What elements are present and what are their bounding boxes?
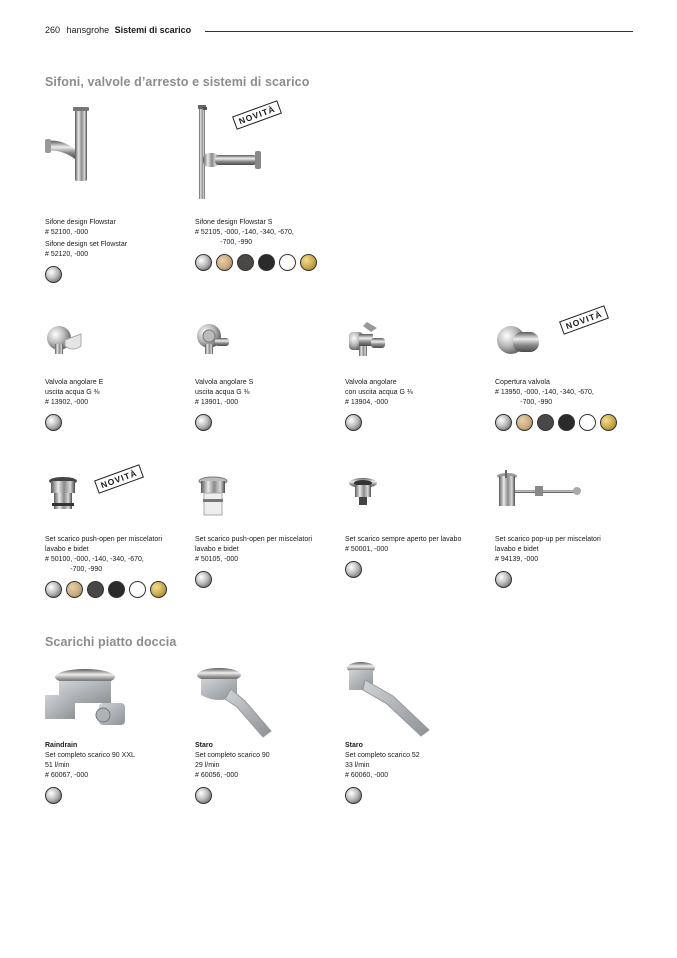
finish-swatch-chrome [195, 571, 212, 588]
page-number: 260 [45, 25, 61, 35]
product-image [345, 475, 381, 516]
brand-name: hansgrohe [66, 25, 110, 35]
finish-swatch-chrome [495, 414, 512, 431]
product-line: # 52105, -000, -140, -340, -670, [195, 229, 294, 236]
finish-swatch-brushed-black-chrome [537, 414, 554, 431]
product-name: Staro [345, 742, 363, 749]
finish-swatch-chrome [195, 787, 212, 804]
product-description [45, 378, 103, 408]
product-line: Sifone design Flowstar [45, 219, 116, 226]
product-line: Valvola angolare [345, 379, 397, 386]
product-description [195, 218, 294, 248]
product-line: # 60060, -000 [345, 772, 389, 779]
finish-swatch-matt-black [558, 414, 575, 431]
new-badge: NOVITÀ [94, 464, 144, 494]
product-line: Set completo scarico 52 [345, 752, 420, 759]
product-line: # 60056, -000 [195, 772, 239, 779]
product-image [495, 470, 587, 521]
product-line: Sifone design set Flowstar [45, 241, 128, 248]
finish-swatches [45, 266, 62, 283]
product-name: Staro [195, 742, 213, 749]
product-line: Set scarico sempre aperto per lavabo [345, 536, 462, 543]
product-line: -700, -990 [195, 239, 253, 246]
product-line: Set completo scarico 90 [195, 752, 270, 759]
product-line: lavabo e bidet [195, 546, 239, 553]
product-line: # 50001, -000 [345, 546, 389, 553]
finish-swatch-brushed-gold [300, 254, 317, 271]
finish-swatch-chrome [45, 414, 62, 431]
product-line: Set scarico push-open per miscelatori [195, 536, 313, 543]
finish-swatch-chrome [345, 561, 362, 578]
product-line: Valvola angolare E [45, 379, 104, 386]
product-image [345, 318, 389, 363]
product-image [45, 475, 81, 520]
product-image [195, 665, 281, 746]
section-name: Sistemi di scarico [114, 25, 192, 35]
product-image [495, 318, 545, 365]
product-line: 29 l/min [195, 762, 220, 769]
new-badge: NOVITÀ [232, 100, 282, 130]
page-header [45, 24, 633, 38]
finish-swatch-chrome [495, 571, 512, 588]
finish-swatches [345, 561, 362, 578]
product-description [45, 741, 135, 781]
product-image [45, 318, 85, 363]
product-description [345, 535, 461, 555]
finish-swatches [45, 581, 167, 598]
product-line: Set completo scarico 90 XXL [45, 752, 135, 759]
finish-swatches [195, 414, 212, 431]
finish-swatch-brushed-bronze [516, 414, 533, 431]
product-line: -700, -990 [495, 399, 553, 406]
finish-swatches [345, 787, 362, 804]
product-image [345, 660, 435, 745]
finish-swatch-matt-white [129, 581, 146, 598]
finish-swatches [495, 414, 617, 431]
product-line: uscita acqua G ⅜ [45, 389, 100, 396]
product-description [195, 535, 312, 565]
product-line: # 60067, -000 [45, 772, 89, 779]
finish-swatch-chrome [45, 787, 62, 804]
product-line: # 13902, -000 [45, 399, 89, 406]
finish-swatch-brushed-bronze [216, 254, 233, 271]
header-rule [205, 31, 633, 32]
product-line: Set scarico pop-up per miscelatori [495, 536, 601, 543]
product-line: Sifone design Flowstar S [195, 219, 273, 226]
product-image [45, 105, 105, 190]
product-description [195, 378, 253, 408]
finish-swatch-matt-white [279, 254, 296, 271]
product-line: # 13904, -000 [345, 399, 389, 406]
finish-swatch-chrome [195, 414, 212, 431]
product-image [195, 475, 231, 526]
product-description [45, 535, 162, 575]
finish-swatches [195, 571, 212, 588]
product-description [495, 378, 594, 408]
finish-swatches [495, 571, 512, 588]
finish-swatch-brushed-black-chrome [87, 581, 104, 598]
finish-swatch-brushed-bronze [66, 581, 83, 598]
product-line: # 13950, -000, -140, -340, -670, [495, 389, 594, 396]
product-line: uscita acqua G ⅜ [195, 389, 250, 396]
product-line: lavabo e bidet [45, 546, 89, 553]
new-badge: NOVITÀ [559, 305, 609, 335]
product-image [45, 665, 125, 736]
product-description [345, 741, 420, 781]
product-line: 51 l/min [45, 762, 70, 769]
product-description [195, 741, 270, 781]
finish-swatch-brushed-gold [150, 581, 167, 598]
finish-swatches [45, 414, 62, 431]
finish-swatches [195, 254, 317, 271]
product-line: 33 l/min [345, 762, 370, 769]
finish-swatch-matt-black [258, 254, 275, 271]
finish-swatch-chrome [45, 266, 62, 283]
finish-swatch-chrome [345, 414, 362, 431]
product-description [345, 378, 413, 408]
product-line: # 13901, -000 [195, 399, 239, 406]
finish-swatches [345, 414, 362, 431]
product-line: # 52100, -000 [45, 229, 89, 236]
product-line: # 50105, -000 [195, 556, 239, 563]
product-description [495, 535, 601, 565]
finish-swatch-brushed-gold [600, 414, 617, 431]
finish-swatch-matt-black [108, 581, 125, 598]
product-line: # 52120, -000 [45, 251, 89, 258]
finish-swatch-brushed-black-chrome [237, 254, 254, 271]
section-title-shower-drains: Scarichi piatto doccia [45, 635, 177, 649]
product-image [195, 318, 235, 363]
product-name: Raindrain [45, 742, 78, 749]
finish-swatch-chrome [45, 581, 62, 598]
finish-swatches [195, 787, 212, 804]
finish-swatches [45, 787, 62, 804]
product-line: -700, -990 [45, 566, 103, 573]
section-title-siphons: Sifoni, valvole d’arresto e sistemi di scarico [45, 75, 310, 89]
finish-swatch-chrome [345, 787, 362, 804]
product-line: Set scarico push-open per miscelatori [45, 536, 163, 543]
product-line: # 50100, -000, -140, -340, -670, [45, 556, 144, 563]
product-line: # 94139, -000 [495, 556, 539, 563]
finish-swatch-chrome [195, 254, 212, 271]
product-description [45, 218, 127, 260]
product-line: con uscita acqua G ⅜ [345, 389, 413, 396]
product-line: Copertura valvola [495, 379, 550, 386]
product-line: Valvola angolare S [195, 379, 254, 386]
finish-swatch-matt-white [579, 414, 596, 431]
product-line: lavabo e bidet [495, 546, 539, 553]
